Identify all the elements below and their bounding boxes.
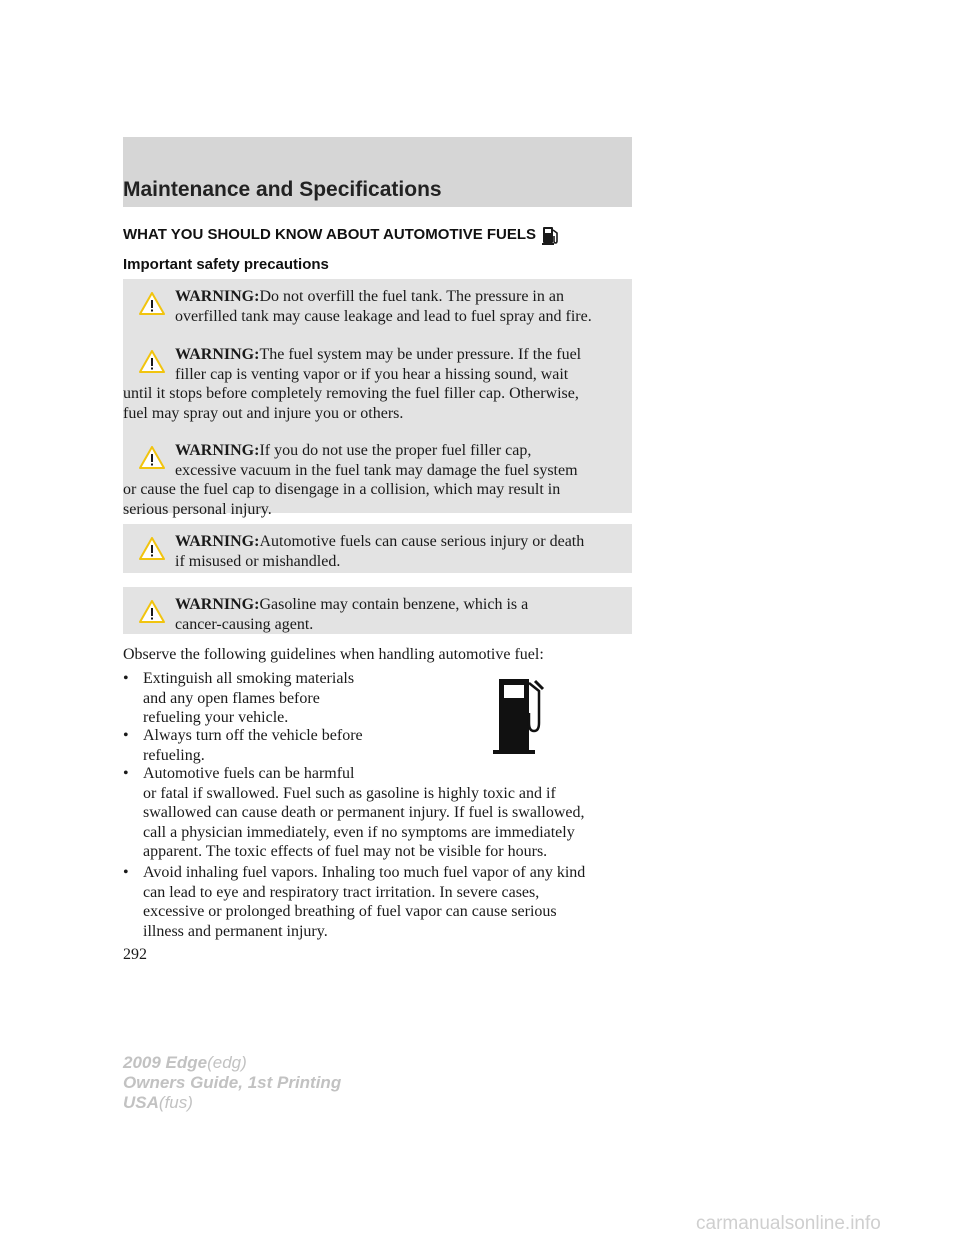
warning-text: If you do not use the proper fuel filler cap, [259,442,532,459]
warning-text: overfilled tank may cause leakage and lead to fuel spray and fire. [175,307,592,325]
warning-label: WARNING: [175,288,260,305]
footer-model: 2009 Edge [123,1053,208,1072]
warning-label: WARNING: [175,442,260,459]
warning-label: WARNING: [175,346,260,363]
bullet-marker: • [123,727,129,744]
warning-text: filler cap is venting vapor or if you hear a hissing sound, wait [175,365,569,383]
warning-box [123,433,632,518]
warning-box [123,587,632,634]
watermark: carmanualsonline.info [696,1213,881,1234]
footer-imprint [123,1053,341,1113]
page-number: 292 [123,946,147,963]
warning-text: if misused or mishandled. [175,552,341,570]
warning-label: WARNING: [175,533,260,550]
warning-text: or cause the fuel cap to disengage in a collision, which may result in [123,481,561,498]
warning-text: fuel may spray out and injure you or others. [123,404,404,422]
footer-code: (fus) [158,1093,193,1112]
list-item-text: Avoid inhaling fuel vapors. Inhaling too much fuel vapor of any kind [143,864,586,881]
warning-text: cancer-causing agent. [175,615,314,633]
list-item-text: can lead to eye and respiratory tract irritation. In severe cases, [143,883,540,901]
list-item-text: call a physician immediately, even if no symptoms are immediately [143,823,575,841]
warning-text: Gasoline may contain benzene, which is a [259,596,529,613]
warning-text: excessive vacuum in the fuel tank may damage the fuel system [175,461,578,479]
bullet-marker: • [123,864,129,881]
list-item-text: Always turn off the vehicle before [143,727,363,744]
fuel-pump-icon [541,224,561,246]
warning-box [123,337,632,437]
list-item-text: and any open flames before [143,689,320,707]
list-item-text: refueling. [143,746,205,764]
warning-box [123,524,632,573]
warning-text: Do not overfill the fuel tank. The pressure in an [259,288,564,305]
list-item-text: excessive or prolonged breathing of fuel vapor can cause serious [143,903,557,920]
footer-market: USA [123,1093,159,1112]
bullet-marker: • [123,765,129,782]
page-title: Maintenance and Specifications [123,178,442,201]
bullet-marker: • [123,670,129,687]
footer-code: (edg) [207,1053,247,1072]
warning-text: The fuel system may be under pressure. If the fuel [259,346,582,363]
warning-label: WARNING: [175,596,260,613]
section-subheading: Important safety precautions [123,256,329,273]
list-item-text: Extinguish all smoking materials [143,670,355,687]
list-item-text: apparent. The toxic effects of fuel may not be visible for hours. [143,843,548,860]
section-heading: WHAT YOU SHOULD KNOW ABOUT AUTOMOTIVE FUELS [123,226,537,243]
list-item-text: refueling your vehicle. [143,709,289,726]
list-item-text: or fatal if swallowed. Fuel such as gasoline is highly toxic and if [143,784,556,802]
list-item-text: Automotive fuels can be harmful [143,765,355,782]
warning-box [123,279,632,341]
fuel-pump-icon [489,677,551,757]
intro-paragraph: Observe the following guidelines when handling automotive fuel: [123,646,544,663]
warning-text: Automotive fuels can cause serious injury or death [259,533,585,550]
list-item-text: swallowed can cause death or permanent injury. If fuel is swallowed, [143,804,585,821]
footer-edition: Owners Guide, 1st Printing [123,1073,342,1092]
list-item-text: illness and permanent injury. [143,922,328,940]
warning-text: serious personal injury. [123,500,272,518]
warning-text: until it stops before completely removing the fuel filler cap. Otherwise, [123,385,579,402]
